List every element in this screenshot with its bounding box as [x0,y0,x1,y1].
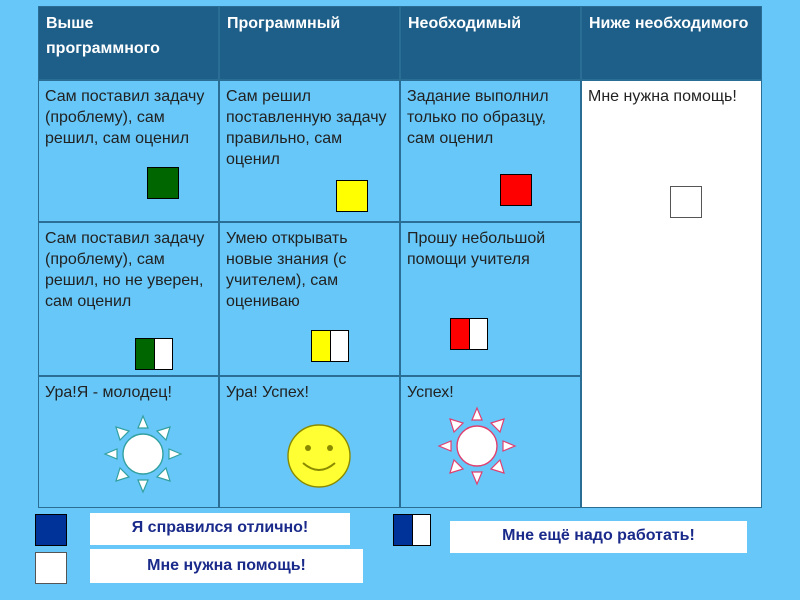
blue-square-icon [35,514,67,546]
cell-r2-program: Умею открывать новые знания (с учителем), сам оцениваю [219,222,400,376]
cell-r1-required: Задание выполнил только по образцу, сам оценил [400,80,581,222]
yellow-square-icon [336,180,368,212]
pink-sun-icon [435,404,519,488]
green-white-square-icon [135,338,173,370]
sun-icon [101,412,185,496]
header-program: Программный [219,6,400,80]
legend-need-work: Мне ещё надо работать! [450,521,747,553]
cell-r1-above: Сам поставил задачу (проблему), сам решил, сам оценил [38,80,219,222]
cell-r3-required: Успех! [400,376,581,508]
blue-white-square-icon [393,514,431,546]
cell-r1-program: Сам решил поставленную задачу правильно, сам оценил [219,80,400,222]
header-required: Необходимый [400,6,581,80]
cell-r3-above: Ура!Я - молодец! [38,376,219,508]
header-below-required: Ниже необходимого [581,6,762,80]
red-square-icon [500,174,532,206]
green-square-icon [147,167,179,199]
white-square-icon [670,186,702,218]
white-legend-square-icon [35,552,67,584]
legend-excellent: Я справился отлично! [90,513,350,545]
smiley-face-icon [286,423,352,489]
yellow-white-square-icon [311,330,349,362]
cell-r2-required: Прошу небольшой помощи учителя [400,222,581,376]
legend-need-help: Мне нужна помощь! [90,549,363,583]
cell-r2-above: Сам поставил задачу (проблему), сам решил, но не уверен, сам оценил [38,222,219,376]
cell-below-required: Мне нужна помощь! [581,80,762,508]
cell-r3-program: Ура! Успех! [219,376,400,508]
red-white-square-icon [450,318,488,350]
header-above-program: Выше программного [38,6,219,80]
